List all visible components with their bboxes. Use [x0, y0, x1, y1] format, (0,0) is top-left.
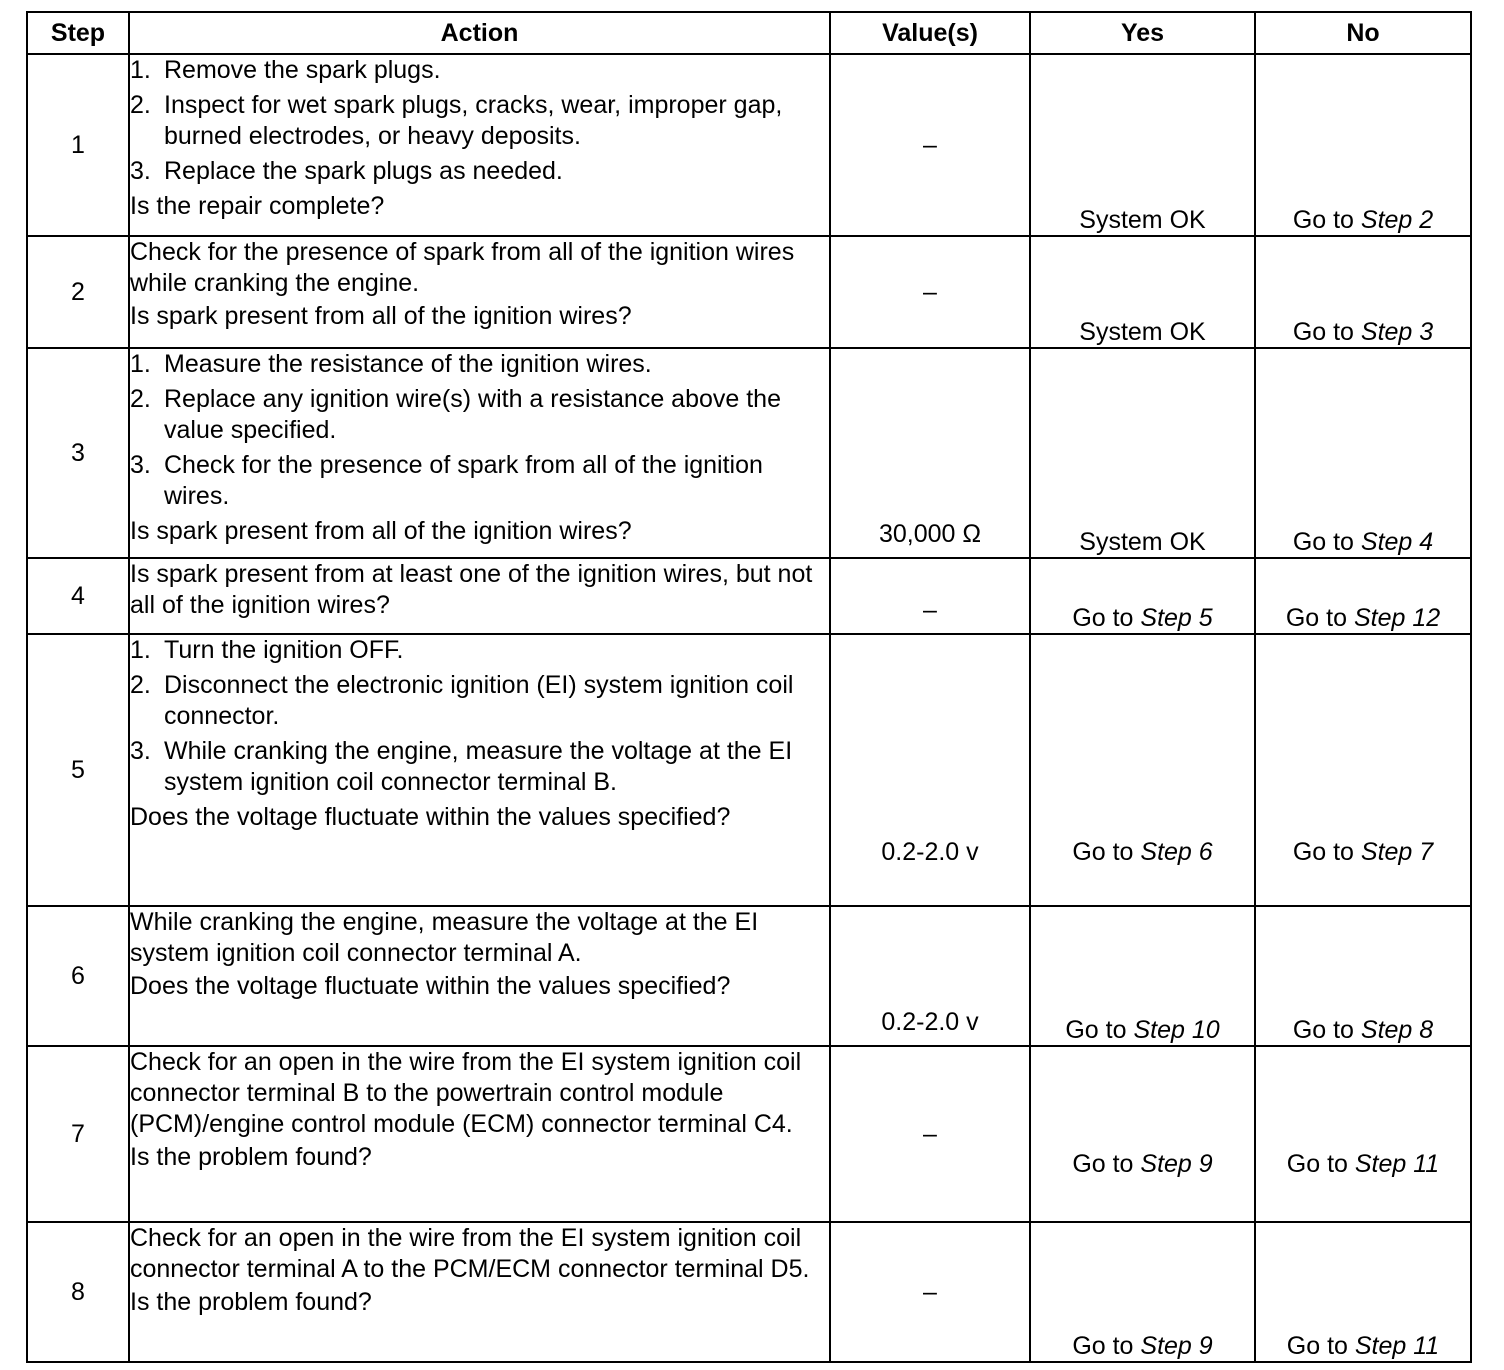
step-number: 8	[27, 1222, 129, 1362]
action-list	[130, 349, 829, 512]
action-text: Check for an open in the wire from the EI system ignition coil connector terminal B to the powertrain control module (PCM)/engine control module (ECM) connector terminal C4.	[130, 1048, 802, 1138]
table-row	[27, 1222, 1471, 1362]
step-number: 6	[27, 906, 129, 1046]
step-number: 3	[27, 348, 129, 558]
table-row	[27, 236, 1471, 348]
value-cell: –	[830, 1222, 1030, 1362]
action-text: While cranking the engine, measure the voltage at the EI system ignition coil connector terminal A.	[130, 908, 759, 967]
value-cell: –	[830, 1046, 1030, 1222]
no-cell: Go to Step 7	[1255, 634, 1471, 906]
action-question: Is the problem found?	[130, 1143, 372, 1171]
value-cell: –	[830, 558, 1030, 634]
header-action: Action	[129, 12, 830, 54]
no-cell: Go to Step 11	[1255, 1046, 1471, 1222]
no-cell: Go to Step 12	[1255, 558, 1471, 634]
action-question: Is spark present from at least one of the ignition wires, but not all of the ignition wires?	[130, 560, 813, 619]
list-item: 3. Replace the spark plugs as needed.	[130, 157, 563, 185]
action-cell	[129, 1222, 830, 1362]
list-item: 2. Inspect for wet spark plugs, cracks, wear, improper gap, burned electrodes, or heavy deposits.	[130, 91, 783, 150]
yes-cell: System OK	[1030, 236, 1255, 348]
list-item: 1. Turn the ignition OFF.	[130, 636, 404, 664]
action-list	[130, 55, 829, 187]
yes-cell: Go to Step 9	[1030, 1046, 1255, 1222]
list-item: 1. Measure the resistance of the ignition wires.	[130, 350, 652, 378]
no-cell: Go to Step 4	[1255, 348, 1471, 558]
yes-cell: System OK	[1030, 54, 1255, 236]
action-cell	[129, 348, 830, 558]
action-cell	[129, 236, 830, 348]
yes-cell: Go to Step 6	[1030, 634, 1255, 906]
list-item: 3. Check for the presence of spark from all of the ignition wires.	[130, 451, 763, 510]
yes-cell: Go to Step 10	[1030, 906, 1255, 1046]
table-row	[27, 54, 1471, 236]
step-number: 1	[27, 54, 129, 236]
table-row	[27, 558, 1471, 634]
value-cell: 0.2-2.0 v	[830, 634, 1030, 906]
list-item: 2. Disconnect the electronic ignition (EI) system ignition coil connector.	[130, 671, 794, 730]
action-text: Check for the presence of spark from all of the ignition wires while cranking the engine.	[130, 238, 795, 297]
action-text: Check for an open in the wire from the EI system ignition coil connector terminal A to the PCM/ECM connector terminal D5.	[130, 1224, 810, 1283]
step-number: 2	[27, 236, 129, 348]
header-row	[27, 12, 1471, 54]
action-cell	[129, 558, 830, 634]
yes-cell: Go to Step 5	[1030, 558, 1255, 634]
header-value: Value(s)	[830, 12, 1030, 54]
diagnostic-table	[26, 11, 1472, 1363]
table-row	[27, 348, 1471, 558]
no-cell: Go to Step 2	[1255, 54, 1471, 236]
action-cell	[129, 1046, 830, 1222]
step-number: 5	[27, 634, 129, 906]
action-question: Is the problem found?	[130, 1288, 372, 1316]
header-yes: Yes	[1030, 12, 1255, 54]
action-cell	[129, 906, 830, 1046]
value-cell: –	[830, 236, 1030, 348]
table-row	[27, 906, 1471, 1046]
header-no: No	[1255, 12, 1471, 54]
header-step: Step	[27, 12, 129, 54]
table-row	[27, 1046, 1471, 1222]
list-item: 2. Replace any ignition wire(s) with a resistance above the value specified.	[130, 385, 781, 444]
action-cell	[129, 634, 830, 906]
action-question: Is the repair complete?	[130, 192, 385, 220]
table-row	[27, 634, 1471, 906]
no-cell: Go to Step 3	[1255, 236, 1471, 348]
list-item: 1. Remove the spark plugs.	[130, 56, 441, 84]
value-cell: –	[830, 54, 1030, 236]
action-question: Is spark present from all of the ignition wires?	[130, 517, 632, 545]
action-cell	[129, 54, 830, 236]
value-cell: 0.2-2.0 v	[830, 906, 1030, 1046]
action-list	[130, 635, 829, 798]
no-cell: Go to Step 8	[1255, 906, 1471, 1046]
step-number: 7	[27, 1046, 129, 1222]
yes-cell: System OK	[1030, 348, 1255, 558]
action-question: Is spark present from all of the ignition wires?	[130, 302, 632, 330]
yes-cell: Go to Step 9	[1030, 1222, 1255, 1362]
list-item: 3. While cranking the engine, measure the voltage at the EI system ignition coil connector terminal B.	[130, 737, 793, 796]
value-cell: 30,000 Ω	[830, 348, 1030, 558]
step-number: 4	[27, 558, 129, 634]
no-cell: Go to Step 11	[1255, 1222, 1471, 1362]
action-question: Does the voltage fluctuate within the values specified?	[130, 972, 731, 1000]
action-question: Does the voltage fluctuate within the values specified?	[130, 803, 731, 831]
